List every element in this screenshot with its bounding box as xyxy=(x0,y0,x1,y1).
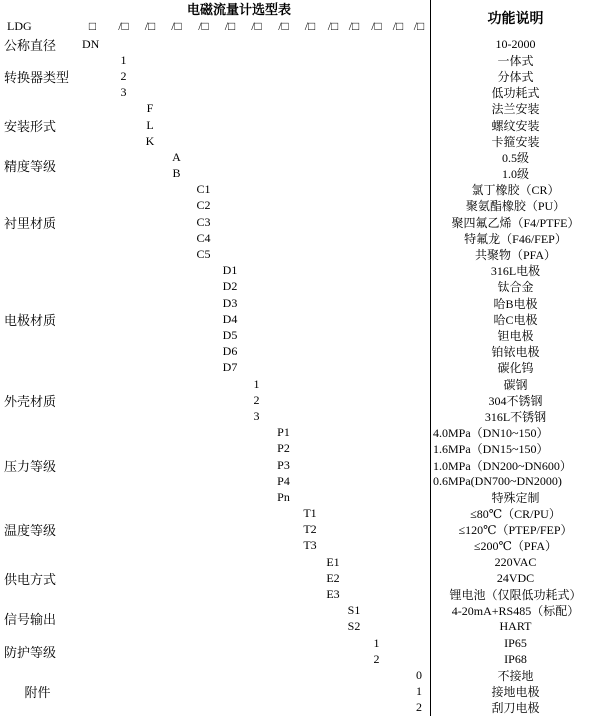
empty-cell xyxy=(163,101,431,151)
section-9-code-0: S1 xyxy=(343,603,366,620)
section-5-function-2: 316L不锈钢 xyxy=(430,408,600,425)
section-4-code-0: D1 xyxy=(217,263,244,280)
section-3-function-4: 共聚物（PFA） xyxy=(430,246,600,263)
section-11-code-1: 1 xyxy=(408,684,431,701)
section-0-code-0: 1 xyxy=(110,52,138,69)
section-3-code-0: C1 xyxy=(190,182,218,199)
section-5-function-1: 304不锈钢 xyxy=(430,392,600,409)
section-6-code-0: P1 xyxy=(270,425,298,442)
section-3-code-1: C2 xyxy=(190,198,218,215)
section-0-label: 转换器类型 xyxy=(0,52,76,102)
section-1-code-2: K xyxy=(137,133,164,150)
model-slot-3: /□ xyxy=(163,16,191,37)
section-4-code-1: D2 xyxy=(217,279,244,296)
section-8-function-0: 220VAC xyxy=(430,554,600,571)
section-9-function-0: 4-20mA+RS485（标配） xyxy=(430,603,600,620)
section-1-function-2: 卡箍安装 xyxy=(430,133,600,150)
model-slot-5: /□ xyxy=(217,16,244,37)
diameter-label: 公称直径 xyxy=(0,36,76,53)
section-5-code-0: 1 xyxy=(243,376,271,393)
section-2-label: 精度等级 xyxy=(0,149,76,182)
section-4-function-6: 碳化钨 xyxy=(430,360,600,377)
section-6-label: 压力等级 xyxy=(0,425,76,507)
section-2-code-0: A xyxy=(163,149,191,166)
section-4-function-4: 钽电极 xyxy=(430,327,600,344)
model-slot-7: /□ xyxy=(270,16,298,37)
section-6-code-4: Pn xyxy=(270,489,298,506)
section-4-code-5: D6 xyxy=(217,344,244,361)
empty-cell xyxy=(365,603,431,636)
section-11-function-0: 不接地 xyxy=(430,667,600,684)
section-7-code-1: T2 xyxy=(297,522,324,539)
empty-cell xyxy=(75,506,298,556)
section-4-function-5: 铂铱电极 xyxy=(430,344,600,361)
empty-cell xyxy=(75,182,191,264)
section-7-code-0: T1 xyxy=(297,506,324,523)
section-6-code-2: P3 xyxy=(270,457,298,474)
section-10-function-0: IP65 xyxy=(430,635,600,652)
section-0-function-1: 分体式 xyxy=(430,68,600,85)
section-8-function-2: 锂电池（仅限低功耗式） xyxy=(430,586,600,603)
section-1-code-1: L xyxy=(137,117,164,134)
section-8-label: 供电方式 xyxy=(0,554,76,604)
empty-cell xyxy=(217,182,431,264)
section-7-label: 温度等级 xyxy=(0,506,76,556)
section-1-label: 安装形式 xyxy=(0,101,76,151)
section-10-function-1: IP68 xyxy=(430,651,600,668)
section-5-code-2: 3 xyxy=(243,408,271,425)
section-7-code-2: T3 xyxy=(297,538,324,555)
section-1-code-0: F xyxy=(137,101,164,118)
empty-cell xyxy=(270,376,431,426)
section-6-function-2: 1.0MPa（DN200~DN600） xyxy=(430,457,600,474)
empty-cell xyxy=(243,263,431,377)
section-6-code-3: P4 xyxy=(270,473,298,490)
section-1-function-0: 法兰安装 xyxy=(430,101,600,118)
section-3-function-0: 氯丁橡胶（CR） xyxy=(430,182,600,199)
empty-cell xyxy=(137,52,431,102)
function-column-header: 功能说明 xyxy=(430,0,600,37)
section-5-label: 外壳材质 xyxy=(0,376,76,426)
section-3-code-2: C3 xyxy=(190,214,218,231)
section-1-function-1: 螺纹安装 xyxy=(430,117,600,134)
empty-cell xyxy=(388,635,431,668)
empty-cell xyxy=(190,149,431,182)
model-slot-10: /□ xyxy=(343,16,366,37)
model-slot-13: /□ xyxy=(408,16,431,37)
section-8-code-1: E2 xyxy=(323,570,344,587)
section-8-function-1: 24VDC xyxy=(430,570,600,587)
section-2-function-0: 0.5级 xyxy=(430,149,600,166)
empty-cell xyxy=(75,603,344,636)
model-slot-8: /□ xyxy=(297,16,324,37)
section-0-function-2: 低功耗式 xyxy=(430,85,600,102)
section-7-function-1: ≤120℃（PTEP/FEP） xyxy=(430,522,600,539)
section-11-code-2: 2 xyxy=(408,700,431,716)
section-3-function-3: 特氟龙（F46/FEP） xyxy=(430,230,600,247)
model-slot-11: /□ xyxy=(365,16,389,37)
section-4-label: 电极材质 xyxy=(0,263,76,377)
section-3-code-4: C5 xyxy=(190,246,218,263)
section-11-code-0: 0 xyxy=(408,667,431,684)
empty-cell xyxy=(75,667,409,716)
model-prefix: LDG xyxy=(0,16,76,37)
section-8-code-2: E3 xyxy=(323,586,344,603)
section-4-function-0: 316L电极 xyxy=(430,263,600,280)
section-6-function-3: 0.6MPa(DN700~DN2000) xyxy=(430,473,600,490)
section-4-function-2: 哈B电极 xyxy=(430,295,600,312)
model-slot-12: /□ xyxy=(388,16,409,37)
section-9-code-1: S2 xyxy=(343,619,366,636)
empty-cell xyxy=(75,425,271,507)
empty-cell xyxy=(75,101,138,151)
section-0-code-2: 3 xyxy=(110,85,138,102)
empty-cell xyxy=(297,425,431,507)
model-slot-1: /□ xyxy=(110,16,138,37)
section-4-code-3: D4 xyxy=(217,311,244,328)
section-11-function-2: 刮刀电极 xyxy=(430,700,600,716)
section-4-code-6: D7 xyxy=(217,360,244,377)
section-8-code-0: E1 xyxy=(323,554,344,571)
empty-cell xyxy=(343,554,431,604)
section-6-function-4: 特殊定制 xyxy=(430,489,600,506)
section-11-label: 附件 xyxy=(0,667,76,716)
section-6-function-1: 1.6MPa（DN15~150） xyxy=(430,441,600,458)
empty-cell xyxy=(75,554,324,604)
section-2-function-1: 1.0级 xyxy=(430,166,600,183)
section-7-function-0: ≤80℃（CR/PU） xyxy=(430,506,600,523)
model-slot-6: /□ xyxy=(243,16,271,37)
section-11-function-1: 接地电极 xyxy=(430,684,600,701)
model-slot-9: /□ xyxy=(323,16,344,37)
diameter-function: 10-2000 xyxy=(430,36,600,53)
section-3-label: 衬里材质 xyxy=(0,182,76,264)
section-5-code-1: 2 xyxy=(243,392,271,409)
model-slot-4: /□ xyxy=(190,16,218,37)
section-10-code-0: 1 xyxy=(365,635,389,652)
section-3-code-3: C4 xyxy=(190,230,218,247)
empty-cell xyxy=(75,376,244,426)
empty-cell xyxy=(75,635,366,668)
section-4-code-4: D5 xyxy=(217,327,244,344)
section-0-code-1: 2 xyxy=(110,68,138,85)
section-5-function-0: 碳钢 xyxy=(430,376,600,393)
empty-cell xyxy=(75,149,164,182)
section-4-function-1: 钛合金 xyxy=(430,279,600,296)
empty-cell xyxy=(75,52,111,102)
section-3-function-1: 聚氨酯橡胶（PU） xyxy=(430,198,600,215)
empty-cell xyxy=(75,263,218,377)
section-4-code-2: D3 xyxy=(217,295,244,312)
empty-cell xyxy=(110,36,431,53)
table-title: 电磁流量计选型表 xyxy=(0,0,431,17)
section-9-function-1: HART xyxy=(430,619,600,636)
section-10-code-1: 2 xyxy=(365,651,389,668)
model-slot-2: /□ xyxy=(137,16,164,37)
section-7-function-2: ≤200℃（PFA） xyxy=(430,538,600,555)
section-2-code-1: B xyxy=(163,166,191,183)
section-6-code-1: P2 xyxy=(270,441,298,458)
diameter-code: DN xyxy=(75,36,111,53)
section-3-function-2: 聚四氟乙烯（F4/PTFE） xyxy=(430,214,600,231)
empty-cell xyxy=(323,506,431,556)
section-10-label: 防护等级 xyxy=(0,635,76,668)
section-0-function-0: 一体式 xyxy=(430,52,600,69)
section-4-function-3: 哈C电极 xyxy=(430,311,600,328)
model-box-slot: □ xyxy=(75,16,111,37)
section-6-function-0: 4.0MPa（DN10~150） xyxy=(430,425,600,442)
section-9-label: 信号输出 xyxy=(0,603,76,636)
